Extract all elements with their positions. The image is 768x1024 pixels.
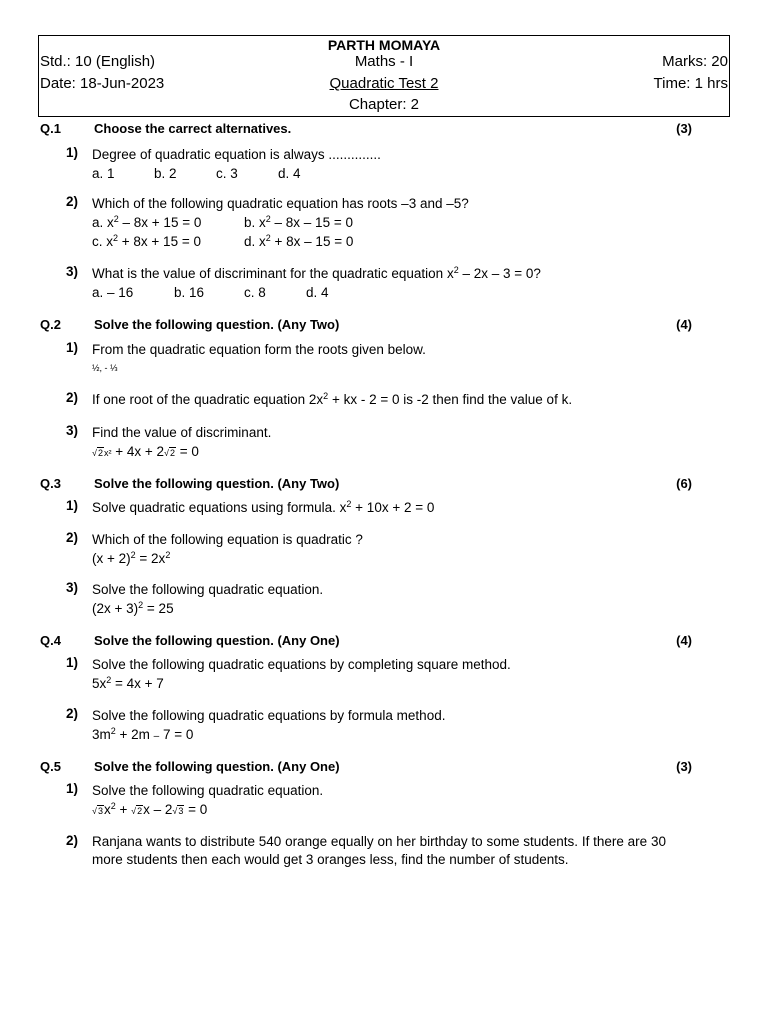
exam-time: Time: 1 hrs — [653, 75, 728, 92]
standard: Std.: 10 (English) — [40, 53, 156, 70]
subject: Maths - I — [354, 53, 414, 70]
q1-i2-option-c: c. $x^2 + 8x + 15 = 0$ — [92, 233, 201, 249]
q4-i2-equation: $3m^2 + 2m - 7 = 0$ — [92, 726, 194, 742]
total-marks: Marks: 20 — [662, 53, 728, 70]
chapter: Chapter: 2 — [348, 96, 420, 113]
q3-i3-equation: $(2x + 3)^2 = 25$ — [92, 600, 174, 616]
q2-i3-equation: √2x² + 4x + 2√2 = 0 — [92, 444, 199, 459]
q3-i2-equation: $(x + 2)^2 = 2x^2$ — [92, 550, 171, 566]
q1-i2-option-b: b. $x^2 - 8x - 15 = 0$ — [244, 214, 353, 230]
roots-fractions: ½, - ⅓ — [92, 363, 118, 373]
paper-header — [38, 35, 730, 117]
school-name: PARTH MOMAYA — [327, 37, 441, 53]
q4-i1-equation: $5x^2 = 4x + 7$ — [92, 675, 164, 691]
q1-i2-option-d: d. $x^2 + 8x - 15 = 0$ — [244, 233, 354, 249]
exam-date: Date: 18-Jun-2023 — [40, 75, 165, 92]
q5-i1-equation: $√3x^2 + √2x - 2√3 = 0$ — [92, 801, 208, 817]
q1-i2-option-a: a. $x^2 - 8x + 15 = 0$ — [92, 214, 202, 230]
test-name: Quadratic Test 2 — [329, 75, 439, 92]
